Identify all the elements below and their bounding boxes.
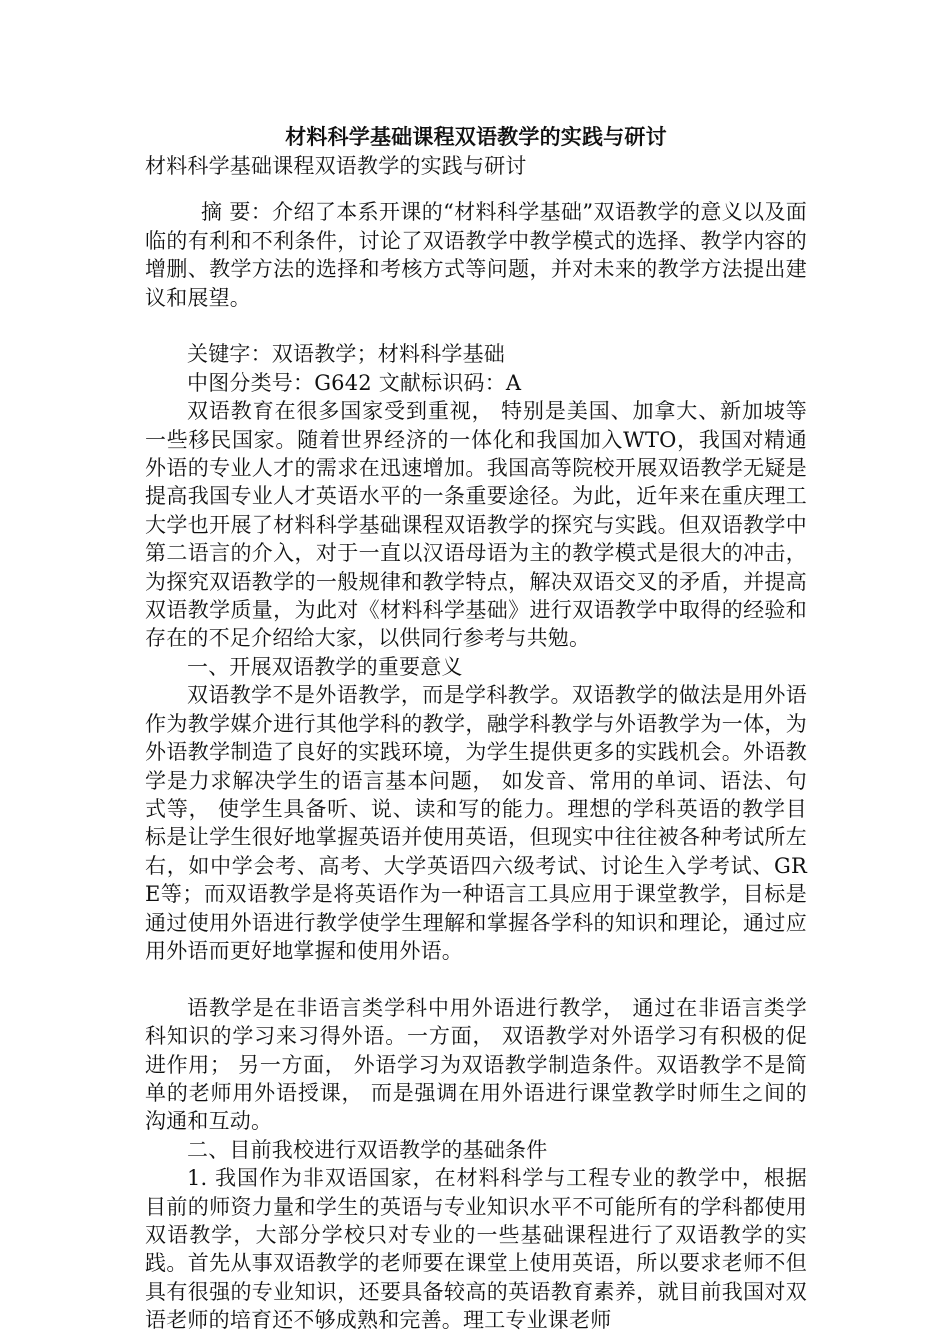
section-heading: 二、目前我校进行双语教学的基础条件 <box>187 1137 548 1162</box>
body-paragraph: 1. 我国作为非双语国家，在材料科学与工程专业的教学中，根据目前的师资力量和学生的英语与专业知识水平不可能所有的学科都使用双语教学，大部分学校只对专业的一些基础课程进行了双语教学的实践。首先从事双语教学的老师要在课堂上使用英语，所以要求老师不但具有很强的专业知识，还要具备较高的英语教育素养，就目前我国对双语老师的培育还不够成熟和完善。理工专业课老师 <box>145 1166 807 1333</box>
body-paragraph: 双语教育在很多国家受到重视， 特别是美国、加拿大、新加坡等一些移民国家。随着世界经济的一体化和我国加入WTO，我国对精通外语的专业人才的需求在迅速增加。我国高等院校开展双语教学无疑是提高我国专业人才英语水平的一条重要途径。为此，近年来在重庆理工大学也开展了材料科学基础课程双语教学的探究与实践。但双语教学中第二语言的介入，对于一直以汉语母语为主的教学模式是很大的冲击，为探究双语教学的一般规律和教学特点，解决双语交叉的矛盾，并提高双语教学质量，为此对《材料科学基础》进行双语教学中取得的经验和存在的不足介绍给大家，以供同行参考与共勉。 <box>145 399 807 651</box>
keywords-line: 关键字：双语教学；材料科学基础 <box>187 342 505 367</box>
body-paragraph: 语教学是在非语言类学科中用外语进行教学， 通过在非语言类学科知识的学习来习得外语。一方面， 双语教学对外语学习有积极的促进作用； 另一方面， 外语学习为双语教学制造条件。双语教学不是简单的老师用外语授课， 而是强调在用外语进行课堂教学时师生之间的沟通和互动。 <box>145 995 807 1134</box>
document-title: 材料科学基础课程双语教学的实践与研讨 <box>285 124 667 149</box>
document-body <box>145 122 807 1335</box>
classification-line: 中图分类号：G642 文献标识码：A <box>187 370 522 395</box>
body-paragraph: 双语教学不是外语教学，而是学科教学。双语教学的做法是用外语作为教学媒介进行其他学科的教学，融学科教学与外语教学为一体，为外语教学制造了良好的实践环境，为学生提供更多的实践机会。外语教学是力求解决学生的语言基本问题， 如发音、常用的单词、语法、句式等， 使学生具备听、说、读和写的能力。理想的学科英语的教学目标是让学生很好地掌握英语并使用英语，但现实中往往被各种考试所左右，如中学会考、高考、大学英语四六级考试、讨论生入学考试、GRE等；而双语教学是将英语作为一种语言工具应用于课堂教学，目标是通过使用外语进行教学使学生理解和掌握各学科的知识和理论，通过应用外语而更好地掌握和使用外语。 <box>145 683 807 963</box>
spacer <box>145 965 807 993</box>
abstract-paragraph: 摘 要：介绍了本系开课的“材料科学基础”双语教学的意义以及面临的有利和不利条件，讨论了双语教学中教学模式的选择、教学内容的增删、教学方法的选择和考核方式等问题，并对未来的教学方法提出建议和展望。 <box>145 200 807 310</box>
spacer <box>145 180 807 198</box>
spacer <box>145 312 807 340</box>
document-subtitle: 材料科学基础课程双语教学的实践与研讨 <box>145 154 527 178</box>
section-heading: 一、开展双语教学的重要意义 <box>187 654 463 679</box>
